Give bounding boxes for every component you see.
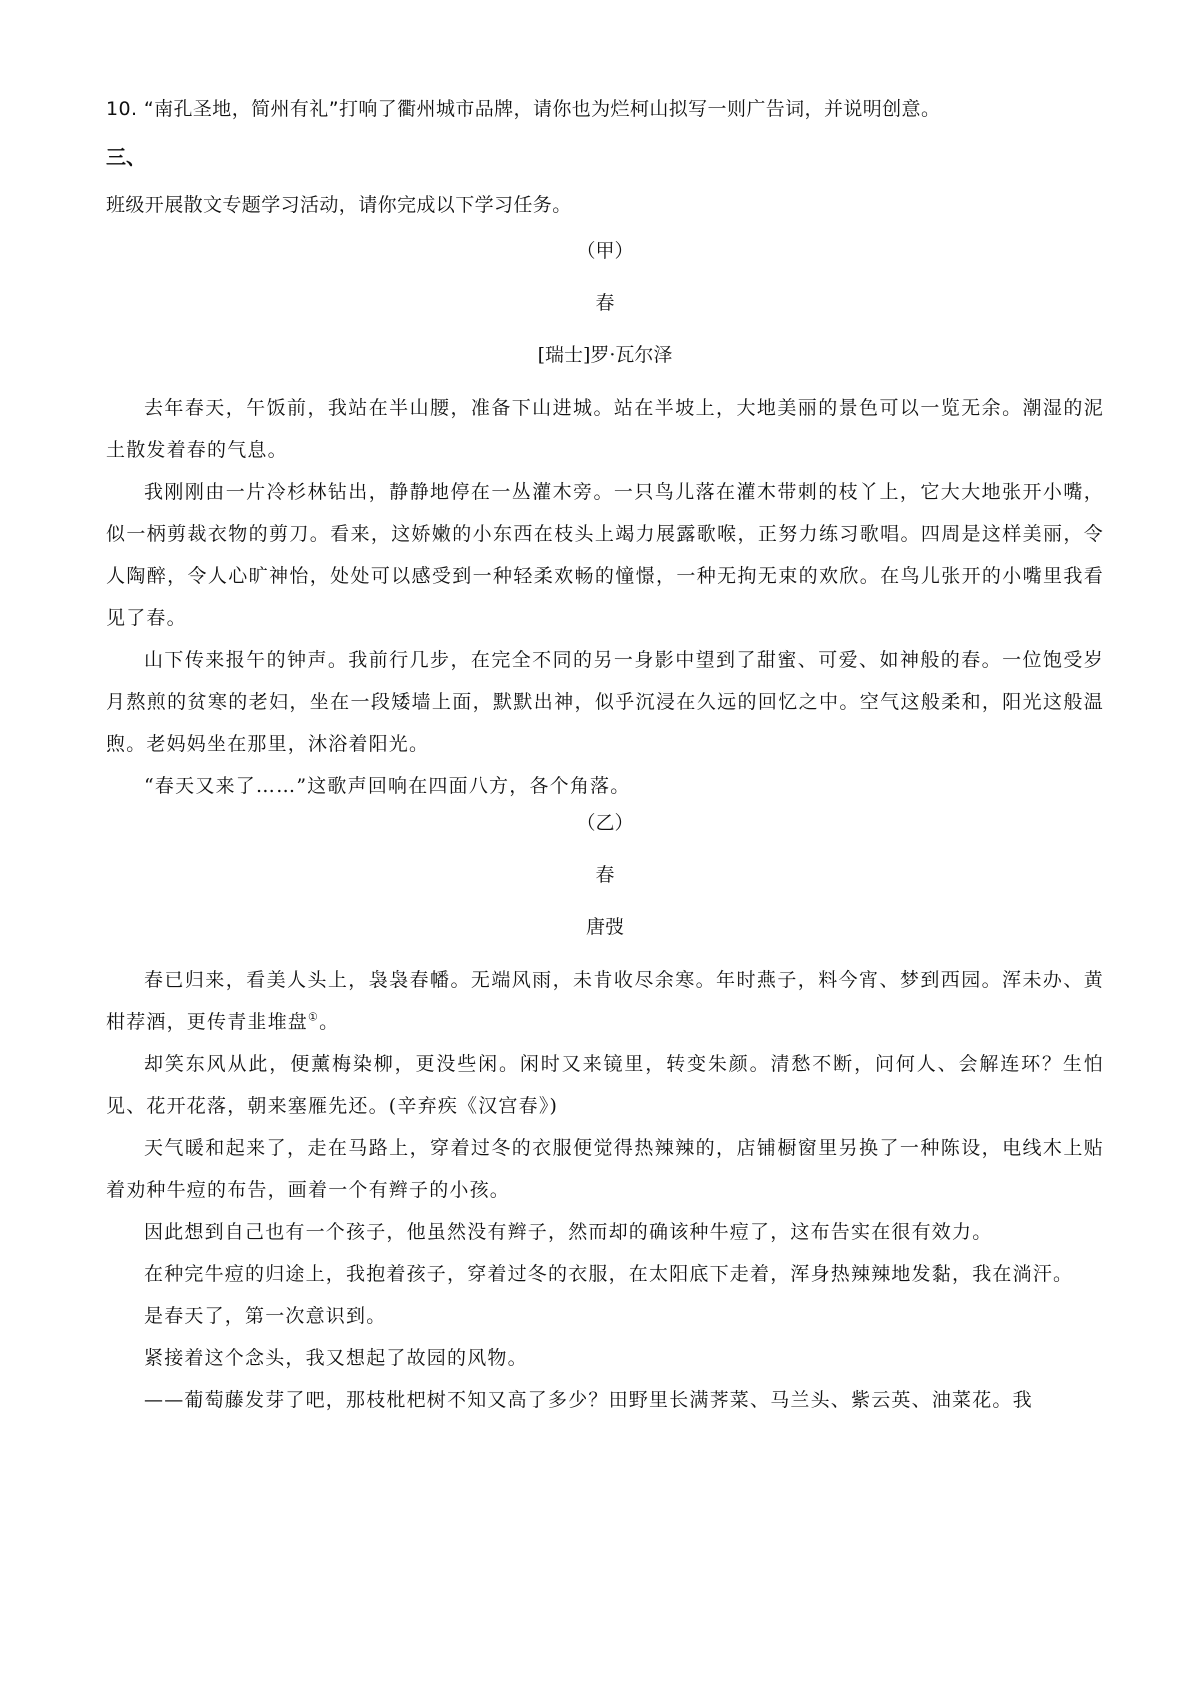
text-b-paragraph-1-text: 春已归来，看美人头上，袅袅春幡。无端风雨，未肯收尽余寒。年时燕子，料今宵、梦到西园。浑未办、黄柑荐酒，更传青韭堆盘 [106, 969, 1104, 1033]
text-b-label: （乙） [576, 812, 634, 834]
text-a-paragraph-3: 山下传来报午的钟声。我前行几步，在完全不同的另一身影中望到了甜蜜、可爱、如神般的春。一位饱受岁月熬煎的贫寒的老妇，坐在一段矮墙上面，默默出神，似乎沉浸在久远的回忆之中。空气这般柔和，阳光这般温煦。老妈妈坐在那里，沐浴着阳光。 [106, 649, 1104, 755]
text-b-paragraph-6: 是春天了，第一次意识到。 [144, 1305, 387, 1327]
text-b-paragraph-1 [106, 959, 1104, 1043]
text-a-paragraph-1: 去年春天，午饭前，我站在半山腰，准备下山进城。站在半坡上，大地美丽的景色可以一览无余。潮湿的泥土散发着春的气息。 [106, 397, 1104, 461]
text-b-paragraph-8: ——葡萄藤发芽了吧，那枝枇杷树不知又高了多少？田野里长满荠菜、马兰头、紫云英、油菜花。我 [144, 1389, 1033, 1411]
question-10: 10. “南孔圣地，简州有礼”打响了衢州城市品牌，请你也为烂柯山拟写一则广告词，并说明创意。 [106, 98, 941, 120]
text-a-author: [瑞士]罗·瓦尔泽 [537, 344, 673, 366]
text-a-label: （甲） [576, 240, 634, 262]
text-b-body [106, 959, 1104, 1421]
section-3-heading: 三、 [106, 145, 146, 169]
text-a-paragraph-4: “春天又来了……”这歌声回响在四面八方，各个角落。 [144, 775, 631, 797]
text-b-paragraph-1-tail: 。 [319, 1011, 340, 1033]
text-b-author: 唐弢 [585, 916, 624, 938]
text-b-paragraph-4: 因此想到自己也有一个孩子，他虽然没有辫子，然而却的确该种牛痘了，这布告实在很有效力。 [144, 1221, 993, 1243]
text-a-title: 春 [595, 292, 615, 314]
text-b-paragraph-7: 紧接着这个念头，我又想起了故园的风物。 [144, 1347, 528, 1369]
section-3-intro: 班级开展散文专题学习活动，请你完成以下学习任务。 [106, 194, 572, 216]
text-b-title: 春 [595, 864, 615, 886]
text-a-paragraph-2: 我刚刚由一片冷杉林钻出，静静地停在一丛灌木旁。一只鸟儿落在灌木带刺的枝丫上，它大大地张开小嘴，似一柄剪裁衣物的剪刀。看来，这娇嫩的小东西在枝头上竭力展露歌喉，正努力练习歌唱。四周是这样美丽，令人陶醉，令人心旷神怡，处处可以感受到一种轻柔欢畅的憧憬，一种无拘无束的欢欣。在鸟儿张开的小嘴里我看见了春。 [106, 481, 1104, 629]
text-a-body [106, 387, 1104, 807]
text-b-paragraph-5: 在种完牛痘的归途上，我抱着孩子，穿着过冬的衣服，在太阳底下走着，浑身热辣辣地发黏，我在淌汗。 [144, 1263, 1074, 1285]
text-b-paragraph-2: 却笑东风从此，便薰梅染柳，更没些闲。闲时又来镜里，转变朱颜。清愁不断，问何人、会解连环？生怕见、花开花落，朝来塞雁先还。(辛弃疾《汉宫春》) [106, 1053, 1104, 1117]
footnote-marker: ① [308, 1010, 320, 1024]
text-b-paragraph-3: 天气暖和起来了，走在马路上，穿着过冬的衣服便觉得热辣辣的，店铺橱窗里另换了一种陈设，电线木上贴着劝种牛痘的布告，画着一个有辫子的小孩。 [106, 1137, 1104, 1201]
